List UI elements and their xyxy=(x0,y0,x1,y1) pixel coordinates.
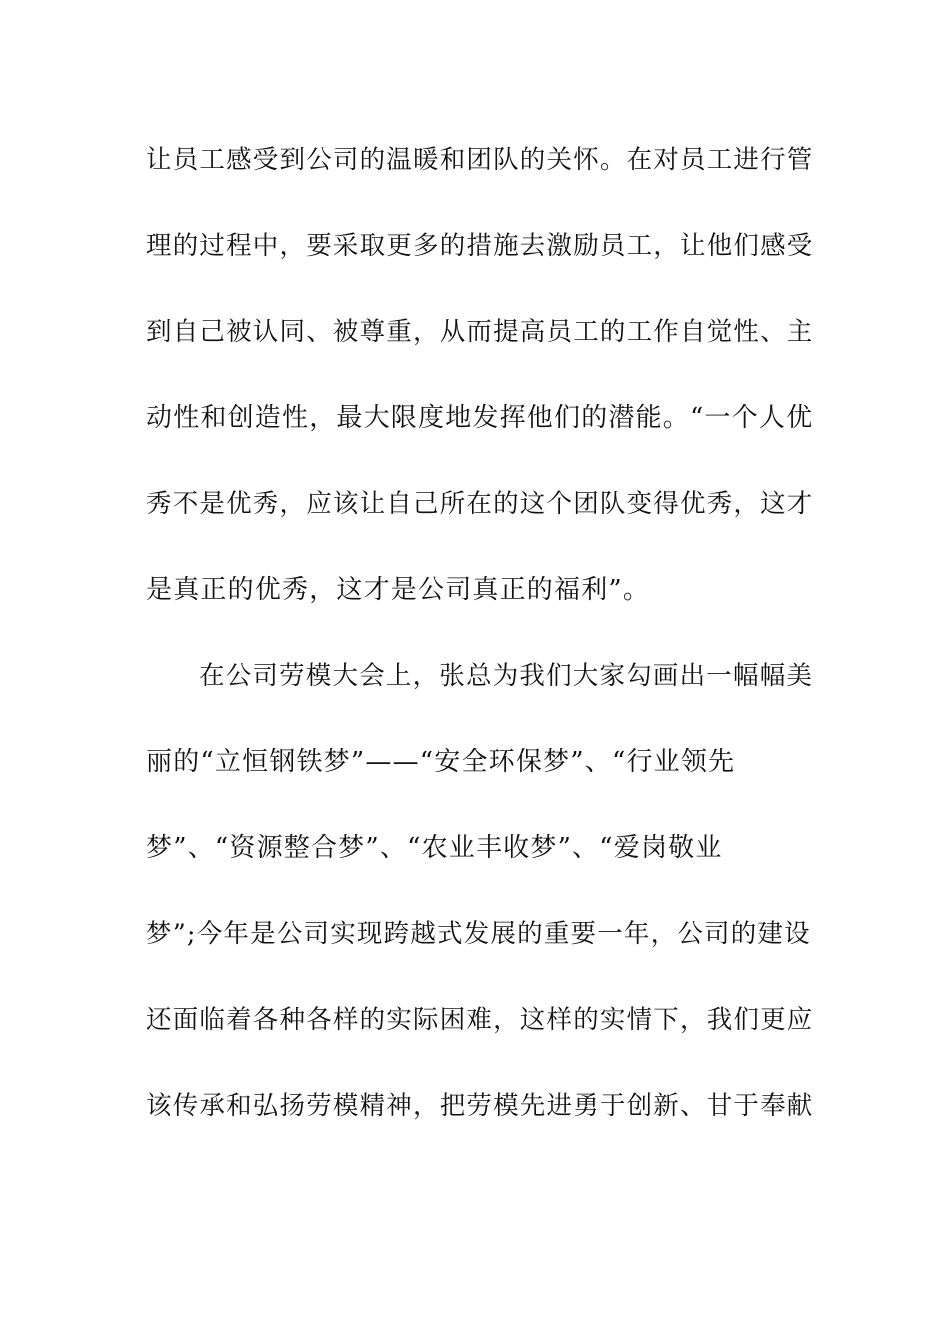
text-line-10: 梦”;今年是公司实现跨越式发展的重要一年，公司的建设 xyxy=(146,919,811,949)
text-line-12: 该传承和弘扬劳模精神，把劳模先进勇于创新、甘于奉献 xyxy=(146,1091,814,1121)
text-line-3: 到自己被认同、被尊重，从而提高员工的工作自觉性、主 xyxy=(146,317,814,347)
text-line-4: 动性和创造性，最大限度地发挥他们的潜能。“一个人优 xyxy=(146,403,814,433)
text-line-1: 让员工感受到公司的温暖和团队的关怀。在对员工进行管 xyxy=(146,145,814,175)
text-line-9: 梦”、“资源整合梦”、“农业丰收梦”、“爱岗敬业 xyxy=(146,833,723,863)
text-line-2: 理的过程中，要采取更多的措施去激励员工，让他们感受 xyxy=(146,231,814,261)
paragraph-2-first-line: 在公司劳模大会上，张总为我们大家勾画出一幅幅美 xyxy=(199,661,814,691)
text-line-11: 还面临着各种各样的实际困难，这样的实情下，我们更应 xyxy=(146,1005,814,1035)
text-line-5: 秀不是优秀，应该让自己所在的这个团队变得优秀，这才 xyxy=(146,489,814,519)
text-line-6: 是真正的优秀，这才是公司真正的福利”。 xyxy=(146,575,651,605)
text-line-8: 丽的“立恒钢铁梦”——“安全环保梦”、“行业领先 xyxy=(146,747,736,777)
